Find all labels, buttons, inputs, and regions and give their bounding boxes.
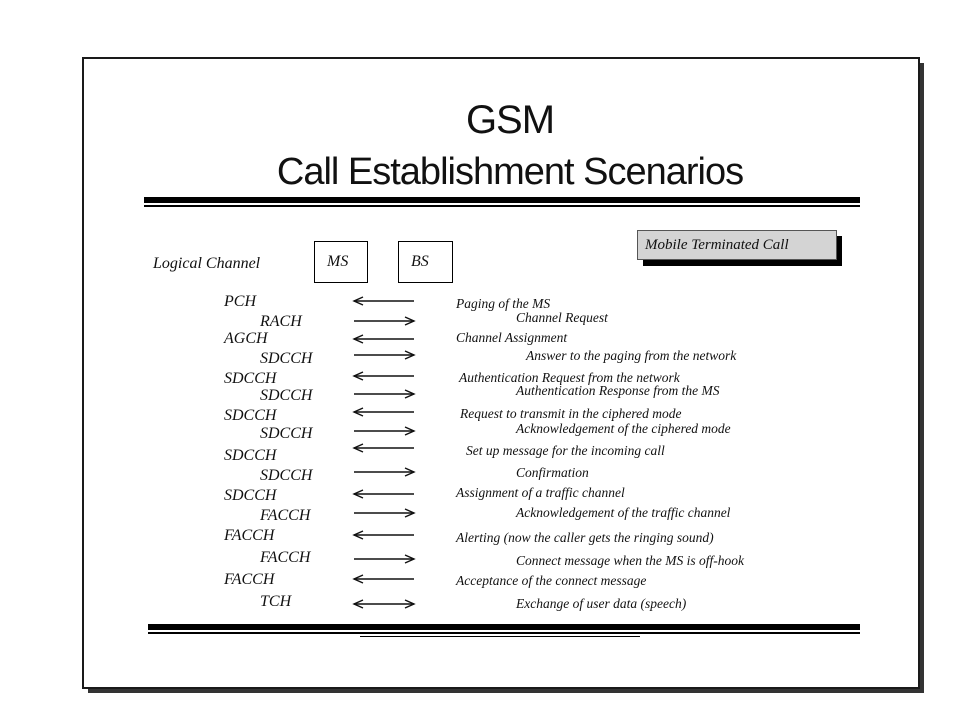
message-label: Paging of the MS <box>456 296 551 311</box>
title-gsm: GSM <box>465 98 555 142</box>
channel-label: SDCCH <box>224 447 277 464</box>
channel-label: RACH <box>260 313 302 330</box>
channel-label: SDCCH <box>260 387 313 404</box>
bottom-rule-thin <box>148 632 860 634</box>
channel-label: SDCCH <box>260 350 313 367</box>
message-label: Assignment of a traffic channel <box>456 485 625 500</box>
message-label: Confirmation <box>516 465 589 480</box>
channel-label: SDCCH <box>260 425 313 442</box>
message-label: Acknowledgement of the traffic channel <box>516 505 731 520</box>
channel-label: FACCH <box>260 549 311 566</box>
title-subtitle: Call Establishment Scenarios <box>276 151 744 193</box>
message-label: Acceptance of the connect message <box>456 573 647 588</box>
scenario-label: Mobile Terminated Call <box>637 230 837 260</box>
bs-box: BS <box>398 241 453 283</box>
channel-label: FACCH <box>260 507 311 524</box>
channel-label: SDCCH <box>224 487 277 504</box>
channel-label: AGCH <box>224 330 268 347</box>
channel-label: TCH <box>260 593 292 610</box>
channel-label: PCH <box>224 293 256 310</box>
bottom-rule <box>148 624 860 630</box>
message-label: Exchange of user data (speech) <box>516 596 687 611</box>
bottom-rule-hairline <box>360 636 640 637</box>
channel-label: FACCH <box>224 571 275 588</box>
message-label: Channel Request <box>516 310 608 325</box>
message-label: Alerting (now the caller gets the ringing sound) <box>456 530 714 545</box>
ms-box: MS <box>314 241 368 283</box>
channel-label: FACCH <box>224 527 275 544</box>
message-label: Answer to the paging from the network <box>526 348 737 363</box>
logical-channel-header: Logical Channel <box>153 255 261 272</box>
message-label: Connect message when the MS is off-hook <box>516 553 744 568</box>
channel-label: SDCCH <box>260 467 313 484</box>
message-label: Authentication Request from the network <box>459 370 680 385</box>
message-label: Request to transmit in the ciphered mode <box>460 406 682 421</box>
message-label: Acknowledgement of the ciphered mode <box>516 421 731 436</box>
channel-label: SDCCH <box>224 407 277 424</box>
message-label: Authentication Response from the MS <box>516 383 720 398</box>
message-label: Channel Assignment <box>456 330 568 345</box>
channel-label: SDCCH <box>224 370 277 387</box>
message-label: Set up message for the incoming call <box>466 443 665 458</box>
